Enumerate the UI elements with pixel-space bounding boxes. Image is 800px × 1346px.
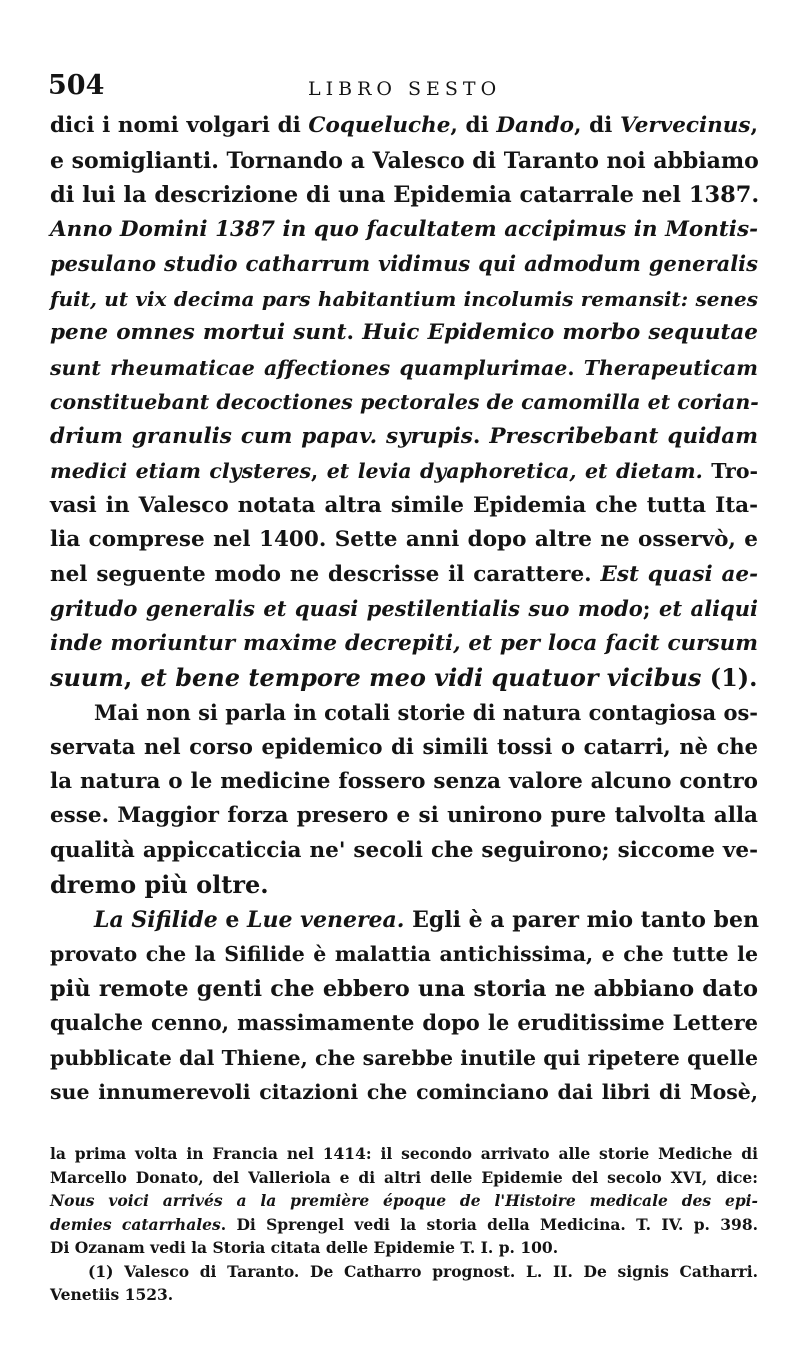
italic-text: constituebant decoctiones pectorales de camomilla et corian- — [50, 390, 759, 414]
text-line — [50, 213, 758, 248]
text-line — [50, 420, 758, 455]
text-run: Di Ozanam vedi la Storia citata delle Epidemie T. I. p. 100. — [50, 1238, 559, 1257]
body-text — [50, 109, 758, 1110]
text-line — [50, 730, 758, 765]
italic-text: gritudo generalis et quasi pestilentialis suo modo — [50, 596, 643, 621]
text-line — [50, 316, 758, 351]
italic-text: et bene tempore meo vidi quatuor vicibus — [140, 663, 702, 692]
italic-text: drium granulis cum papav. syrupis — [50, 423, 473, 449]
text-run: ; — [642, 596, 659, 621]
text-run: esse. Maggior forza presero e si unirono pure talvolta alla — [50, 803, 758, 828]
italic-text: Huic Epidemico morbo sequutae — [362, 320, 758, 345]
text-line — [50, 454, 758, 489]
italic-text: fuit, ut vix decima pars habitantium incolumis remansit: senes — [50, 286, 758, 311]
text-run: Egli è a parer mio tanto ben — [404, 906, 759, 933]
text-run: . Di Sprengel vedi la storia della Medicina. T. IV. p. 398. — [220, 1214, 759, 1234]
italic-text: Nous voici arrivés a la première époque de l'Histoire medicale des epi- — [50, 1191, 758, 1210]
text-line — [50, 385, 758, 420]
text-line — [50, 489, 758, 524]
text-run: dremo più oltre. — [50, 870, 269, 899]
text-run: , di — [450, 113, 497, 138]
italic-text: demies catarrhales — [50, 1214, 221, 1234]
text-run: qualità appiccaticcia ne' secoli che seguirono; siccome ve- — [50, 837, 758, 863]
footnote-line — [50, 1260, 758, 1284]
italic-text: Vervecinus — [619, 113, 751, 138]
italic-text: Dando — [496, 113, 574, 138]
text-run: qualche cenno, massimamente dopo le eruditissime Lettere — [50, 1010, 758, 1035]
footnote-line — [50, 1283, 758, 1307]
text-run: (1) Valesco di Taranto. De Catharro prognost. L. II. De signis Catharri. — [88, 1261, 758, 1281]
text-line — [50, 765, 758, 800]
italic-text: et aliqui — [659, 596, 758, 621]
text-run: sue innumerevoli citazioni che cominciano dai libri di Mosè, — [50, 1080, 758, 1104]
text-line — [50, 834, 758, 869]
text-run: la prima volta in Francia nel 1414: il secondo arrivato alle storie Mediche di — [50, 1144, 758, 1163]
text-run: di lui la descrizione di una Epidemia catarrale nel 1387. — [50, 182, 760, 208]
text-line — [50, 178, 758, 213]
text-line — [50, 351, 758, 386]
italic-text: inde moriuntur maxime decrepiti, et per loca facit cursum — [50, 630, 758, 656]
italic-text: Therapeuticam — [583, 355, 758, 380]
running-head: LIBRO SESTO — [308, 78, 502, 100]
italic-text: suum — [50, 663, 124, 692]
text-line — [50, 799, 758, 834]
text-run: . — [567, 355, 584, 380]
italic-text: sunt rheumaticae affectiones quamplurimae — [50, 355, 568, 380]
text-run: provato che la Sifilide è malattia antichissima, e che tutte le — [50, 942, 758, 966]
text-run: vasi in Valesco notata altra simile Epidemia che tutta Ita- — [50, 492, 758, 518]
text-run: la natura o le medicine fossero senza valore alcuno contro — [50, 768, 758, 794]
text-line — [50, 972, 758, 1007]
text-line — [50, 1075, 758, 1110]
text-line — [50, 247, 758, 282]
text-line — [50, 1041, 758, 1076]
text-run: Venetiis 1523. — [50, 1285, 174, 1304]
text-run: , — [311, 459, 327, 483]
text-line — [50, 661, 758, 696]
text-run: pubblicate dal Thiene, che sarebbe inutile qui ripetere quelle — [50, 1045, 758, 1070]
text-run: . — [472, 423, 490, 449]
text-run: Tro- — [702, 459, 759, 483]
text-line — [50, 558, 758, 593]
text-run: . — [346, 320, 363, 345]
italic-text: La Sifilide — [94, 906, 218, 933]
text-line — [50, 592, 758, 627]
footnote-line — [50, 1213, 758, 1237]
text-run: più remote genti che ebbero una storia ne abbiano dato — [50, 975, 758, 1002]
italic-text: medici etiam clysteres — [50, 459, 312, 483]
text-line — [50, 523, 758, 558]
italic-text: Prescribebant quidam — [489, 423, 758, 449]
text-line — [50, 109, 758, 144]
footnotes — [50, 1142, 758, 1307]
italic-text: Lue venerea. — [247, 906, 405, 933]
footnote-line — [50, 1166, 758, 1190]
italic-text: et levia dyaphoretica, et dietam. — [326, 459, 703, 483]
text-line — [50, 868, 758, 903]
italic-text: Anno Domini 1387 in quo facultatem accipimus in Montis- — [50, 216, 758, 242]
text-run: Mai non si parla in cotali storie di natura contagiosa os- — [94, 699, 758, 725]
text-line — [50, 903, 758, 938]
footnote-line — [50, 1142, 758, 1166]
text-run: e — [217, 906, 248, 933]
text-run: , di — [574, 113, 620, 138]
text-line — [50, 282, 758, 317]
text-line — [50, 937, 758, 972]
text-line — [50, 1006, 758, 1041]
italic-text: pene omnes mortui sunt — [50, 320, 347, 345]
text-run: (1). — [701, 663, 758, 692]
text-line — [50, 144, 758, 179]
text-run: servata nel corso epidemico di simili tossi o catarri, nè che — [50, 734, 758, 759]
text-run: e somiglianti. Tornando a Valesco di Taranto noi abbiamo — [50, 147, 759, 174]
text-run: dici i nomi volgari di — [50, 113, 309, 138]
italic-text: pesulano studio catharrum vidimus qui admodum generalis — [50, 251, 758, 276]
page-number: 504 — [48, 70, 105, 101]
italic-text: Coqueluche — [308, 113, 451, 138]
italic-text: Est quasi ae- — [600, 561, 758, 587]
footnote-line — [50, 1236, 758, 1260]
page-header — [48, 70, 758, 106]
text-run: nel seguente modo ne descrisse il carattere. — [50, 561, 601, 587]
text-run: Marcello Donato, del Valleriola e di altri delle Epidemie del secolo XVI, dice: — [50, 1167, 758, 1187]
text-run: , — [750, 113, 758, 138]
text-run: , — [123, 663, 141, 692]
text-run: lia comprese nel 1400. Sette anni dopo altre ne osservò, e — [50, 527, 758, 552]
footnote-line — [50, 1189, 758, 1213]
text-line — [50, 627, 758, 662]
text-line — [50, 696, 758, 731]
